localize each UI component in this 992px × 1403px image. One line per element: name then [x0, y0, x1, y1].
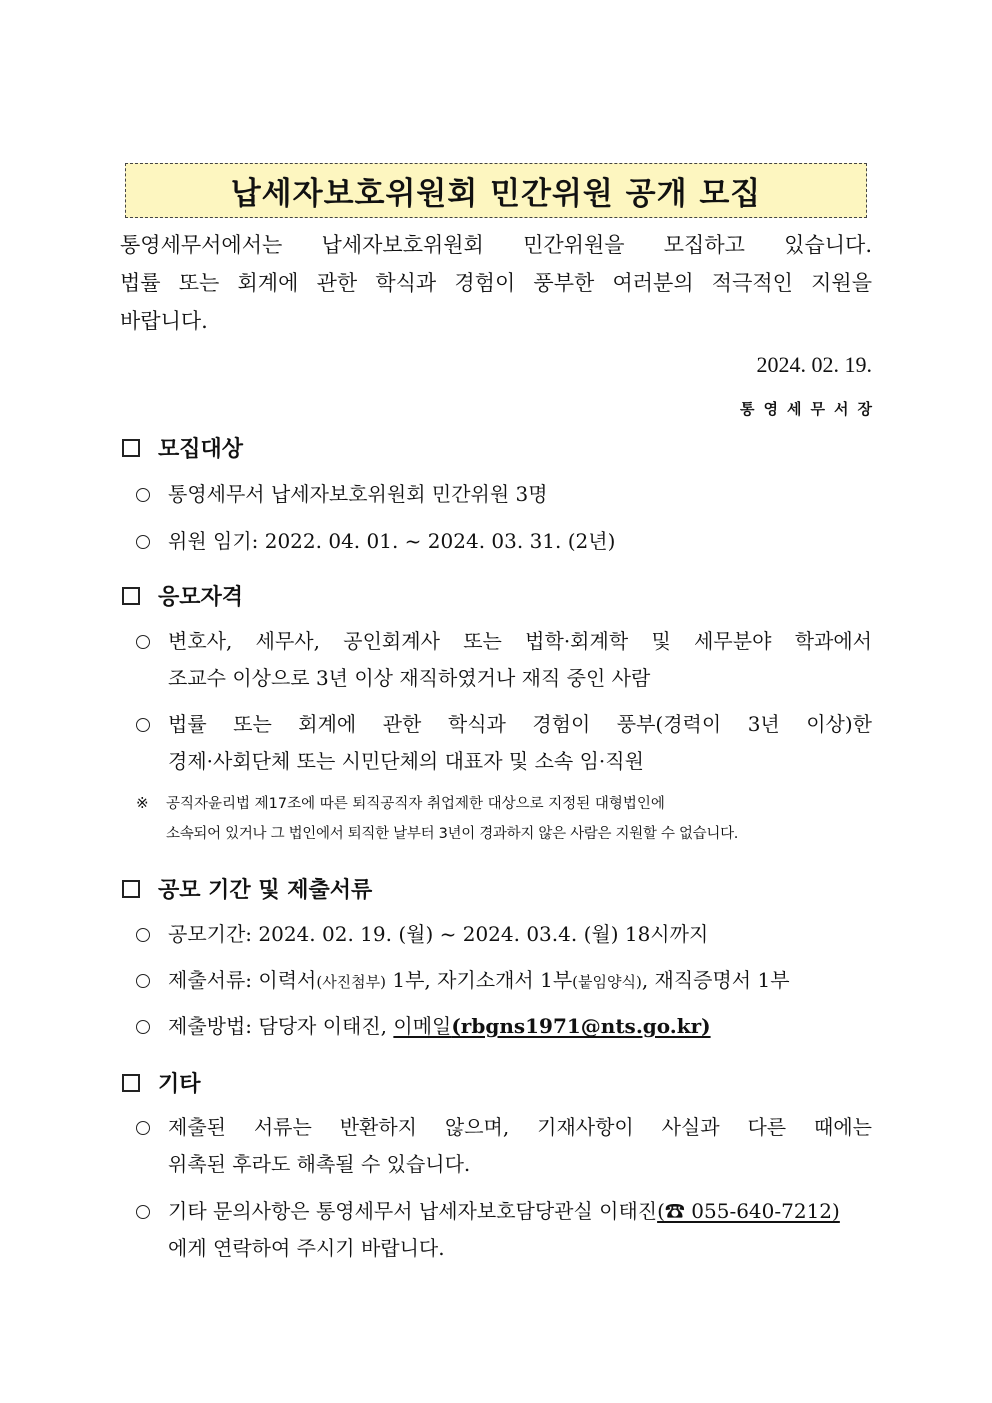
item-text: 변호사, 세무사, 공인회계사 또는 법학·회계학 및 세무분야 학과에서	[168, 629, 872, 653]
list-item	[136, 966, 790, 996]
checkbox-icon	[122, 587, 140, 605]
issuing-office: 통영세무서장	[740, 400, 881, 418]
page-title: 납세자보호위원회 민간위원 공개 모집	[125, 163, 867, 218]
item-continuation: 에게 연락하여 주시기 바랍니다.	[168, 1236, 445, 1260]
circle-bullet-icon	[136, 1020, 150, 1034]
section-heading: 모집대상	[158, 437, 244, 462]
item-text: 법률 또는 회계에 관한 학식과 경험이 풍부(경력이 3년 이상)한	[168, 712, 872, 736]
item-continuation: 위촉된 후라도 해촉될 수 있습니다.	[168, 1152, 471, 1176]
section-heading: 응모자격	[158, 585, 244, 610]
item-text-part: , 재직증명서 1부	[641, 968, 790, 992]
item-text-part: 기타 문의사항은 통영세무서 납세자보호담당관실 이태진	[168, 1199, 658, 1223]
intro-line-2: 법률 또는 회계에 관한 학식과 경험이 풍부한 여러분의 적극적인 지원을	[120, 271, 872, 295]
note-text: 공직자윤리법 제17조에 따른 퇴직공직자 취업제한 대상으로 지정된 대형법인에	[166, 796, 665, 812]
section-recruit-target	[122, 432, 243, 463]
email-label: 이메일	[393, 1014, 452, 1038]
list-item	[136, 1197, 840, 1225]
circle-bullet-icon	[136, 974, 150, 988]
notice-date: 2024. 02. 19.	[756, 352, 872, 377]
item-text: 통영세무서 납세자보호위원회 민간위원 3명	[168, 482, 548, 506]
list-item	[136, 627, 872, 655]
checkbox-icon	[122, 880, 140, 898]
list-item	[136, 1113, 872, 1141]
phone-number[interactable]: (☎ 055-640-7212)	[657, 1199, 840, 1223]
item-continuation: 조교수 이상으로 3년 이상 재직하였거나 재직 중인 사람	[168, 666, 651, 690]
circle-bullet-icon	[136, 488, 150, 502]
reference-mark: ※	[136, 794, 149, 812]
item-text	[168, 966, 790, 996]
section-heading: 기타	[158, 1072, 201, 1097]
intro-line-1: 통영세무서에서는 납세자보호위원회 민간위원을 모집하고 있습니다.	[120, 233, 872, 257]
item-text-part: 제출방법: 담당자 이태진,	[168, 1014, 394, 1038]
circle-bullet-icon	[136, 1121, 150, 1135]
checkbox-icon	[122, 1074, 140, 1092]
list-item	[136, 527, 615, 555]
item-text-part: 제출서류: 이력서	[168, 968, 317, 992]
section-etc	[122, 1067, 201, 1098]
circle-bullet-icon	[136, 535, 150, 549]
circle-bullet-icon	[136, 635, 150, 649]
list-item	[136, 1012, 711, 1040]
list-item	[136, 920, 708, 948]
note-continuation: 소속되어 있거나 그 법인에서 퇴직한 날부터 3년이 경과하지 않은 사람은 지원할 수 없습니다.	[166, 826, 739, 842]
item-text: 공모기간: 2024. 02. 19. (월) ~ 2024. 03.4. (월) 18시까지	[168, 922, 709, 946]
circle-bullet-icon	[136, 928, 150, 942]
circle-bullet-icon	[136, 1205, 150, 1219]
item-text	[168, 1197, 840, 1225]
item-text: 위원 임기: 2022. 04. 01. ~ 2024. 03. 31. (2년)	[168, 529, 616, 553]
email-link[interactable]	[393, 1014, 710, 1038]
section-qualification	[122, 580, 243, 611]
list-item	[136, 480, 548, 508]
item-continuation: 경제·사회단체 또는 시민단체의 대표자 및 소속 임·직원	[168, 749, 644, 773]
email-address: (rbgns1971@nts.go.kr)	[451, 1014, 711, 1038]
item-text-small: (붙임양식)	[572, 973, 642, 991]
item-text: 제출된 서류는 반환하지 않으며, 기재사항이 사실과 다른 때에는	[168, 1115, 872, 1139]
circle-bullet-icon	[136, 718, 150, 732]
item-text-part: 1부, 자기소개서 1부	[386, 968, 573, 992]
list-item	[136, 710, 872, 738]
item-text	[168, 1012, 711, 1040]
item-text-small: (사진첨부)	[316, 973, 387, 991]
intro-line-3: 바랍니다.	[120, 309, 208, 333]
section-period-docs	[122, 873, 372, 904]
note	[136, 793, 665, 814]
checkbox-icon	[122, 439, 140, 457]
section-heading: 공모 기간 및 제출서류	[158, 878, 373, 903]
